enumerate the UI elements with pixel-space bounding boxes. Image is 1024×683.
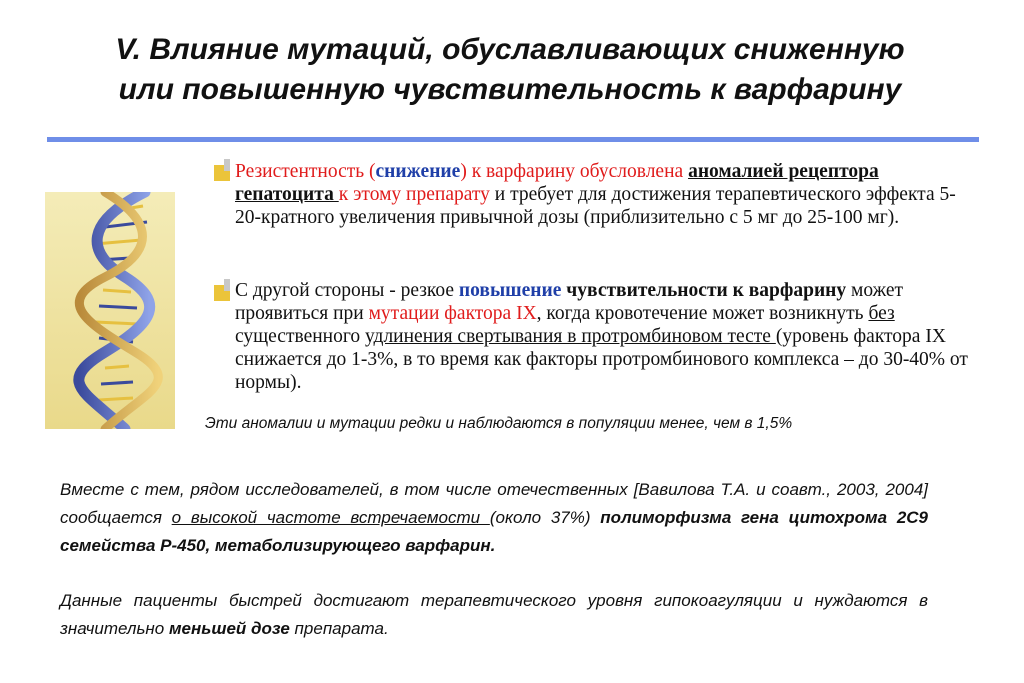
- text-segment: может проявиться при: [235, 280, 904, 324]
- text-segment: аномалией рецептора гепатоцита: [235, 161, 879, 205]
- bullet-marker-2: [214, 285, 230, 301]
- text-segment: чувствительности к варфарину: [561, 280, 847, 301]
- text-segment: (уровень фактора IX снижается до 1-3%, в то время как факторы протромбинового комплекса – до 30-40% от нормы).: [235, 326, 968, 393]
- text-segment: без: [868, 303, 895, 324]
- text-segment: о высокой частоте встречаемости: [171, 508, 490, 527]
- text-segment: Вместе с тем, рядом исследователей, в том числе отечественных [Вавилова Т.А. и соавт., 2003, 2004] сообщается: [60, 480, 928, 527]
- bullet-marker-1: [214, 165, 230, 181]
- text-segment: (около 37%): [489, 508, 601, 527]
- title-line-2: или повышенную чувствительность к варфарину: [118, 73, 902, 106]
- text-segment: удлинения свертывания в протромбиновом тесте: [365, 326, 776, 347]
- text-segment: полиморфизма гена цитохрома 2С9 семейства Р-450, метаболизирующего варфарин.: [60, 508, 928, 555]
- paragraph-dose: [60, 587, 928, 643]
- paragraph-polymorphism: [60, 476, 928, 560]
- text-segment: и требует для достижения терапевтического эффекта 5-20-кратного увеличения привычной дозы (приблизительно с 5 мг до 25-100 мг).: [235, 184, 956, 228]
- title-divider: [47, 137, 979, 142]
- page-title: [60, 30, 960, 110]
- text-segment: к этому препарату: [338, 184, 490, 205]
- title-line-1: V. Влияние мутаций, обуславливающих сниженную: [115, 33, 905, 66]
- dna-helix-image: [45, 192, 175, 429]
- text-segment: ) к варфарину обусловлена: [460, 161, 689, 182]
- text-segment: повышение: [458, 280, 562, 301]
- text-segment: снижение: [375, 161, 461, 182]
- text-segment: мутации фактора IX: [368, 303, 537, 324]
- bullet-text-2: [235, 279, 975, 394]
- text-segment: Данные пациенты быстрей достигают терапевтического уровня гипокоагуляции и нуждаются в значительно: [60, 591, 928, 638]
- text-segment: Резистентность (: [235, 161, 376, 182]
- text-segment: , когда кровотечение может возникнуть: [536, 303, 869, 324]
- text-segment: препарата.: [289, 619, 389, 638]
- text-segment: существенного: [235, 326, 365, 347]
- rarity-note: Эти аномалии и мутации редки и наблюдаются в популяции менее, чем в 1,5%: [205, 415, 793, 432]
- bullet-text-1: [235, 160, 975, 229]
- text-segment: С другой стороны - резкое: [235, 280, 459, 301]
- text-segment: меньшей дозе: [168, 619, 290, 638]
